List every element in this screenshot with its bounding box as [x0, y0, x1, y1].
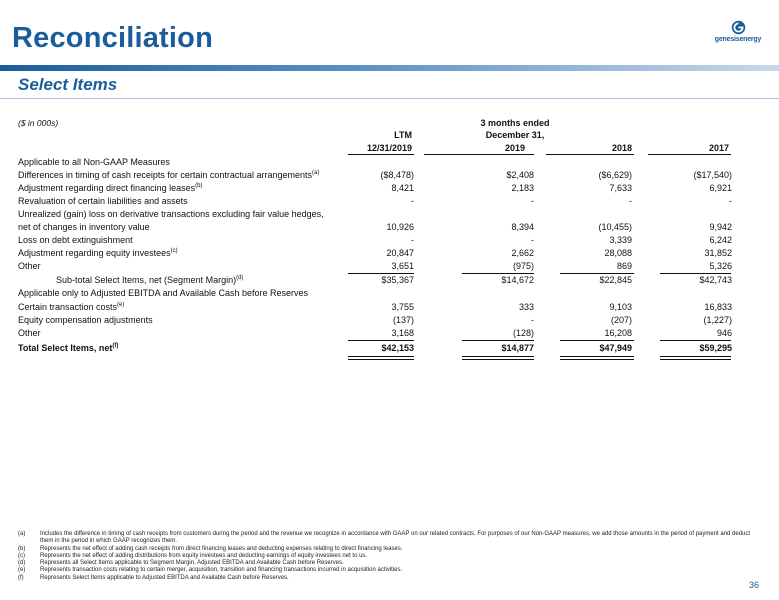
value-ltm: 20,847 [386, 248, 414, 258]
row-label: Loss on debt extinguishment [18, 235, 133, 245]
value-2017: 9,942 [709, 222, 732, 232]
footnote: (a) Includes the difference in timing of cash receipts from customers during the period and the revenue we recognize in accordance with GAAP on our related contracts. For purposes of our Non-GAAP measures, we add those amounts in the period of payment and deduct them in the period in which GAAP recognizes them. [18, 531, 751, 545]
header-rule [648, 154, 731, 155]
value-ltm: $35,367 [381, 275, 414, 285]
subtotal-rule [560, 273, 634, 274]
value-3m: $14,672 [501, 275, 534, 285]
table-row [18, 315, 768, 328]
table-row [18, 183, 768, 196]
genesis-logo-icon [731, 20, 746, 35]
value-3m: (128) [512, 328, 534, 338]
subtitle-divider [0, 98, 779, 99]
footnote-ref: (a) [311, 170, 320, 176]
subtotal-rule [660, 273, 731, 274]
table-row [18, 235, 768, 248]
value-3m: $14,877 [501, 343, 534, 353]
value-2017: $59,295 [699, 343, 732, 353]
header-rule [348, 154, 414, 155]
value-3m: (975) [512, 261, 534, 271]
row-label: Sub-total Select Items, net (Segment Margin)$^{(d)}$ [56, 275, 244, 285]
units-note: ($ in 000s) [18, 118, 59, 128]
table-row [18, 248, 768, 261]
table-row [18, 209, 768, 222]
logo-wordmark: genesisenergy [714, 36, 762, 43]
value-2018: (207) [610, 315, 632, 325]
col-2018-header: 2018 [611, 143, 632, 153]
col-3m-header-line1: 3 months ended [480, 118, 550, 128]
value-2017: 16,833 [704, 302, 732, 312]
value-3m: 8,394 [511, 222, 534, 232]
total-rule [462, 340, 534, 341]
footnote: (f) Represents Select Items applicable to Adjusted EBITDA and Available Cash before Reserves. [18, 574, 289, 581]
row-label: Other [18, 261, 41, 271]
subtotal-rule [348, 273, 414, 274]
total-double-rule [560, 356, 634, 360]
value-2018: $47,949 [599, 343, 632, 353]
footnote-ref: (c) [170, 248, 178, 254]
value-ltm: 3,755 [391, 302, 414, 312]
value-2017: 6,242 [709, 235, 732, 245]
value-3m: - [531, 196, 534, 206]
row-label: Differences in timing of cash receipts for certain contractual arrangements$^{(a)}$ [18, 170, 320, 180]
value-3m: - [531, 235, 534, 245]
col-ltm-header: LTM [394, 130, 412, 140]
table-row [18, 275, 768, 288]
value-2018: 3,339 [609, 235, 632, 245]
table-row [18, 157, 768, 170]
page-number: 36 [749, 580, 760, 590]
col-ltm-date: 12/31/2019 [366, 143, 412, 153]
table-row [18, 222, 768, 235]
value-2017: ($17,540) [693, 170, 732, 180]
value-ltm: (137) [392, 315, 414, 325]
footnote-ref: (d) [236, 275, 244, 281]
value-2017: 6,921 [709, 183, 732, 193]
row-label: Applicable to all Non-GAAP Measures [18, 157, 170, 167]
row-label: Certain transaction costs$^{(e)}$ [18, 302, 125, 312]
value-ltm: 3,651 [391, 261, 414, 271]
header-rule [424, 154, 534, 155]
col-2017-header: 2017 [708, 143, 729, 153]
total-rule [560, 340, 634, 341]
value-ltm: 10,926 [386, 222, 414, 232]
col-3m-year: 2019 [504, 143, 526, 153]
value-2017: 5,326 [709, 261, 732, 271]
value-2018: - [629, 196, 632, 206]
header-rule [546, 154, 634, 155]
table-row [18, 196, 768, 209]
value-2018: 16,208 [604, 328, 632, 338]
value-2018: ($6,629) [598, 170, 632, 180]
value-2017: 946 [716, 328, 732, 338]
row-label: Equity compensation adjustments [18, 315, 153, 325]
value-3m: - [531, 315, 534, 325]
footnote-ref: (b) [195, 183, 203, 189]
total-rule [660, 340, 731, 341]
company-logo [713, 20, 763, 43]
table-row [18, 302, 768, 315]
row-label: Other [18, 328, 41, 338]
footnote-ref: (f) [112, 343, 119, 349]
total-double-rule [348, 356, 414, 360]
value-ltm: - [411, 235, 414, 245]
row-label: Adjustment regarding equity investees$^{(c)}$ [18, 248, 178, 258]
col-3m-header-line2: December 31, [485, 130, 545, 140]
row-label: Applicable only to Adjusted EBITDA and Available Cash before Reserves [18, 288, 309, 298]
table-row [18, 288, 768, 301]
total-rule [348, 340, 414, 341]
value-3m: $2,408 [506, 170, 534, 180]
value-ltm: 3,168 [391, 328, 414, 338]
value-2018: 869 [616, 261, 632, 271]
value-2018: (10,455) [598, 222, 632, 232]
value-3m: 2,183 [511, 183, 534, 193]
value-2018: $22,845 [599, 275, 632, 285]
value-2017: 31,852 [704, 248, 732, 258]
value-2017: $42,743 [699, 275, 732, 285]
row-label: Adjustment regarding direct financing leases$^{(b)}$ [18, 183, 203, 193]
value-ltm: $42,153 [381, 343, 414, 353]
table-row-total [18, 343, 768, 356]
footnotes [18, 531, 758, 582]
subtotal-rule [462, 273, 534, 274]
value-ltm: 8,421 [391, 183, 414, 193]
value-3m: 2,662 [511, 248, 534, 258]
total-double-rule [660, 356, 731, 360]
slide-title: Reconciliation [12, 22, 213, 54]
row-label: Revaluation of certain liabilities and assets [18, 196, 188, 206]
value-3m: 333 [518, 302, 534, 312]
footnote: (d) Represents all Select Items applicable to Segment Margin, Adjusted EBITDA and Available Cash before Reserves. [18, 560, 344, 567]
slide-subtitle: Select Items [18, 75, 118, 94]
title-band [0, 65, 779, 71]
value-2017: (1,227) [703, 315, 732, 325]
footnote: (c) Represents the net effect of adding distributions from equity investees and deducting earnings of equity investees net to us. [18, 552, 368, 559]
value-2018: 9,103 [609, 302, 632, 312]
value-2017: - [729, 196, 732, 206]
row-label: Unrealized (gain) loss on derivative transactions excluding fair value hedges, [18, 209, 324, 219]
total-double-rule [462, 356, 534, 360]
value-2018: 7,633 [609, 183, 632, 193]
footnote: (b) Represents the net effect of adding cash receipts from direct financing leases and deducting expenses relating to direct financing leases. [18, 545, 403, 552]
row-label: net of changes in inventory value [18, 222, 150, 232]
row-label: Total Select Items, net$^{(f)}$ [18, 343, 119, 353]
value-ltm: ($8,478) [380, 170, 414, 180]
footnote-ref: (e) [117, 302, 125, 308]
table-row [18, 170, 768, 183]
value-ltm: - [411, 196, 414, 206]
value-2018: 28,088 [604, 248, 632, 258]
footnote: (e) Represents transaction costs relating to certain merger, acquisition, transition and financing transactions incurred in acquisition activities. [18, 567, 403, 574]
